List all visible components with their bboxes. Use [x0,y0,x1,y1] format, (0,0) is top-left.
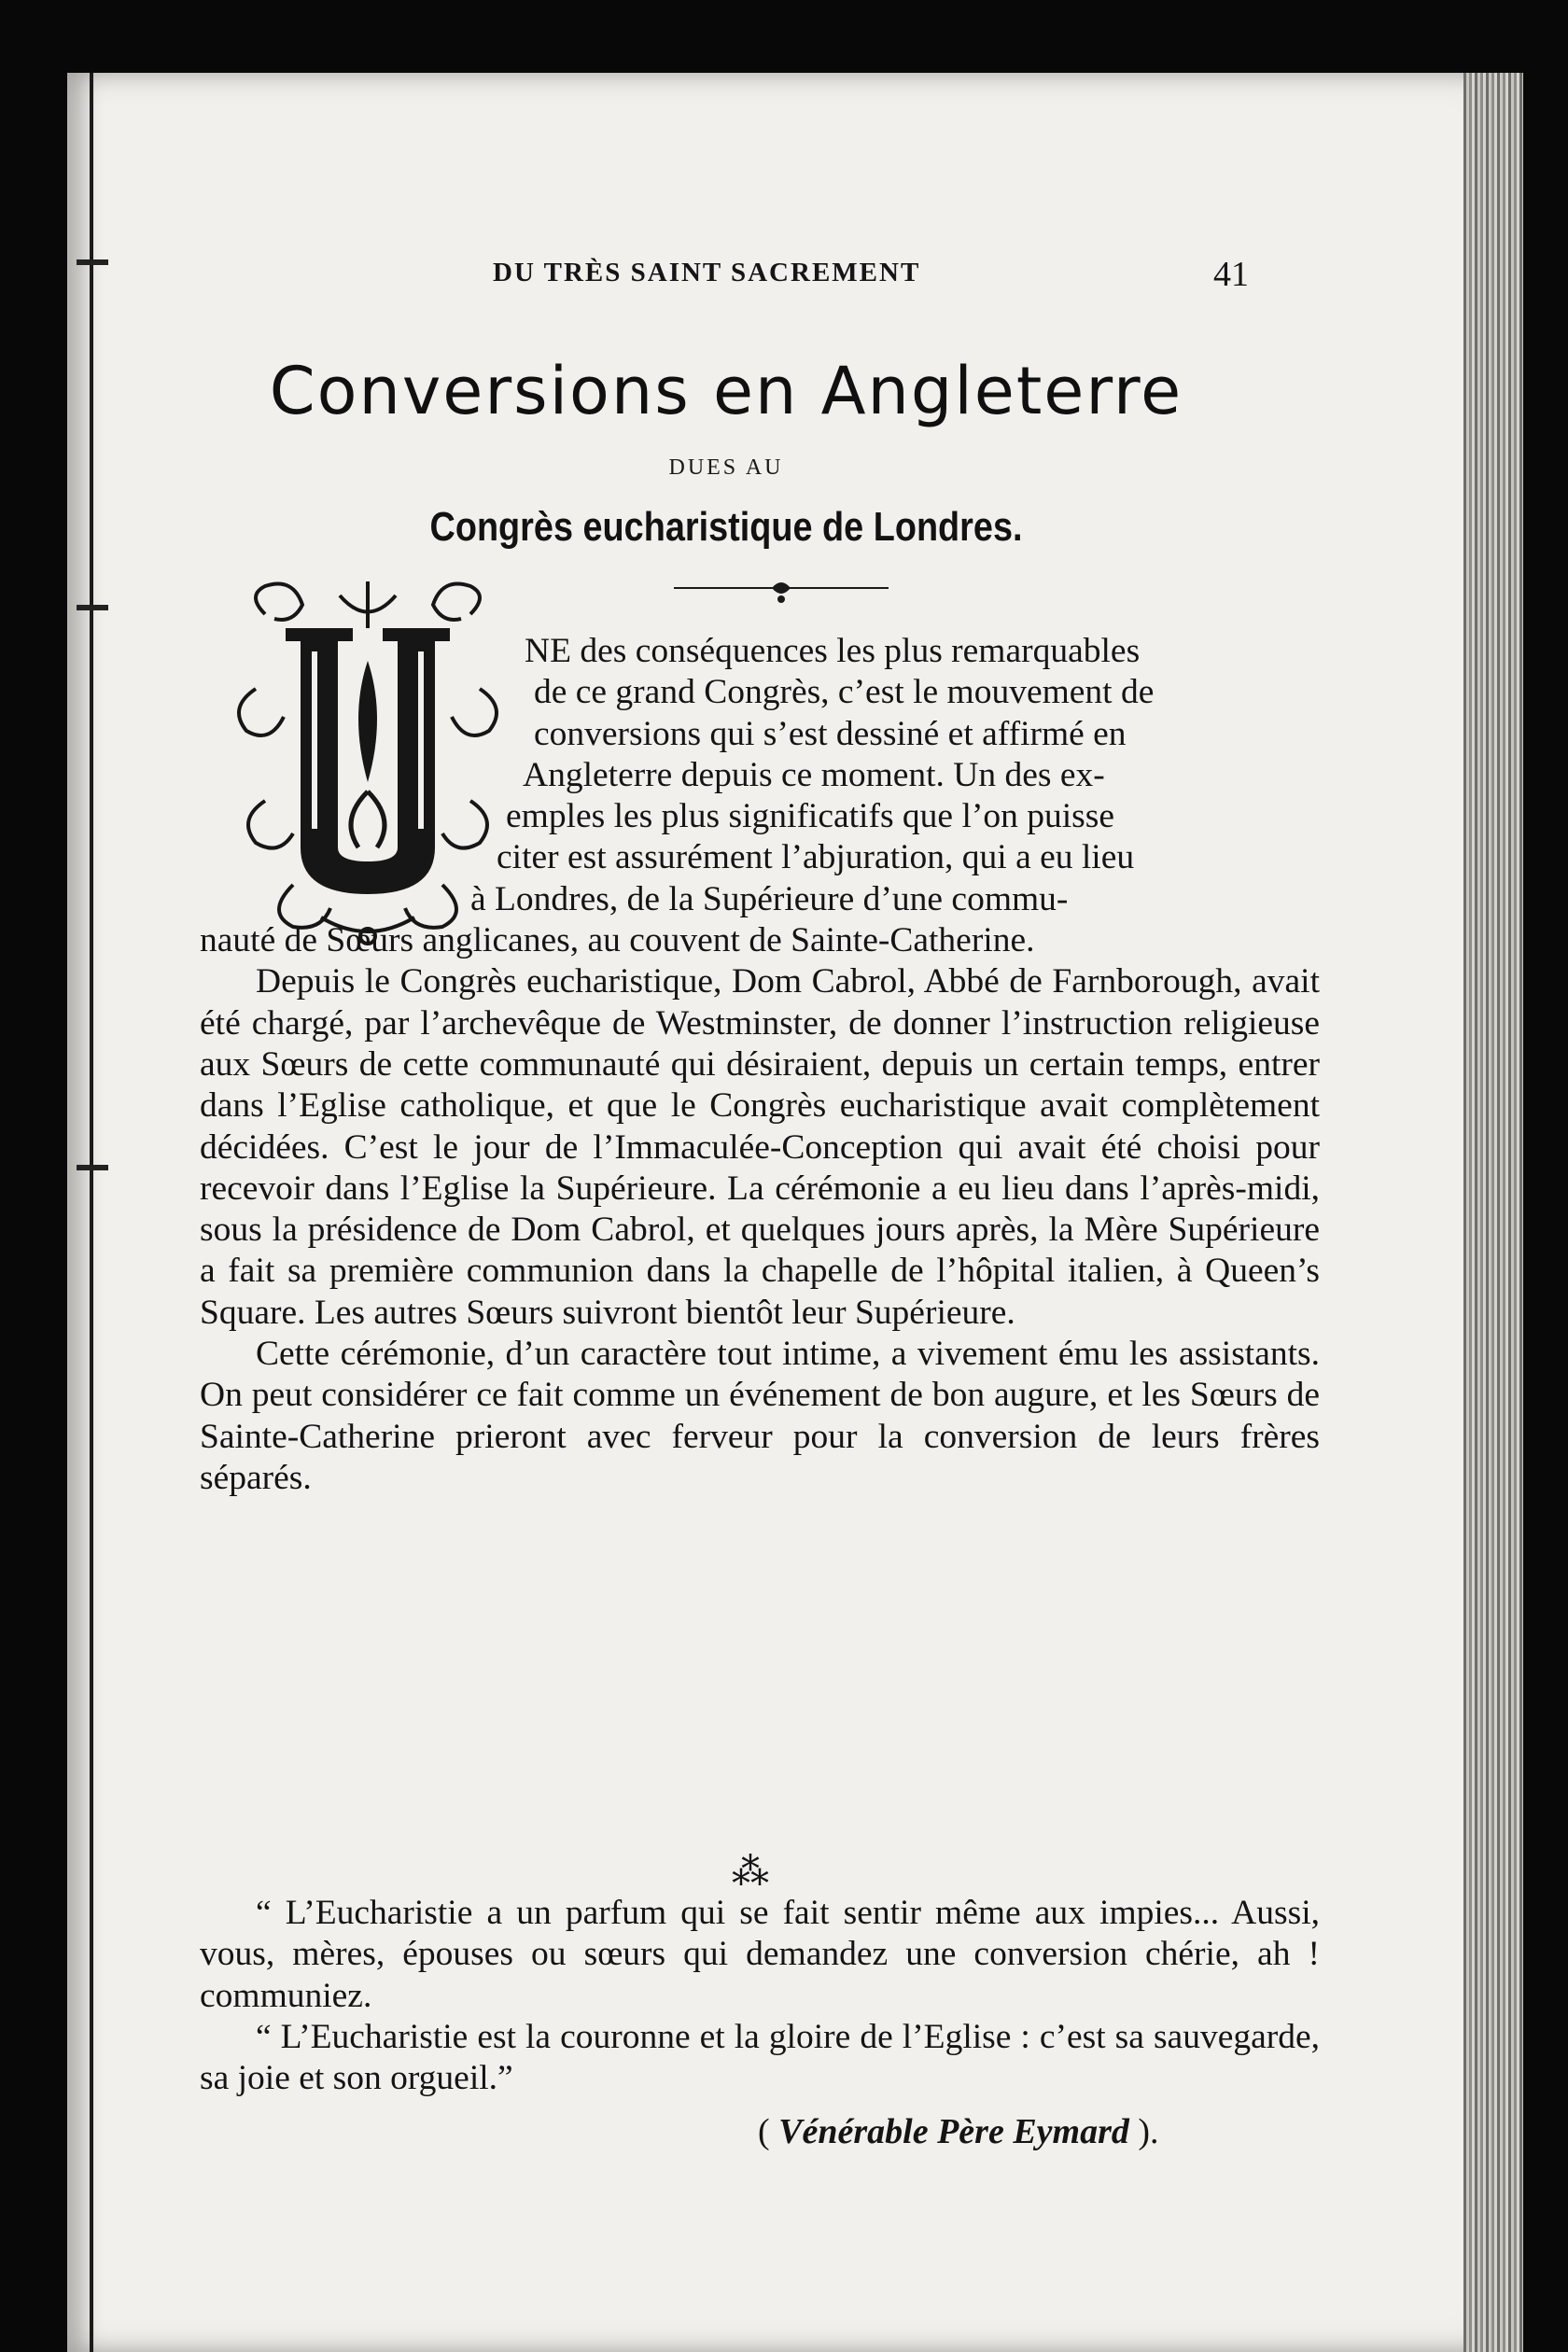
paragraph-1-rest: nauté de Sœurs anglicanes, au couvent de Sainte-Catherine. [200,921,1035,960]
quote-2: “ L’Eucharistie est la couronne et la gloire de l’Eglise : c’est sa sauvegarde, sa joie et son orgueil.” [200,2017,1320,2098]
article-title: Conversions en Angleterre [269,353,1183,429]
ornamental-divider [674,577,889,605]
page-number: 41 [1213,255,1249,294]
article-dues: DUES AU [668,455,784,480]
lead-line: à Londres, de la Supérieure d’une commu- [470,879,1069,918]
book-page [67,73,1523,2352]
running-head-title: DU TRÈS SAINT SACREMENT [493,258,921,287]
paragraph-2: Depuis le Congrès eucharistique, Dom Cabrol, Abbé de Farnborough, avait été chargé, par l’archevêque de Westminster, de donner l’instruction religieuse aux Sœurs de cette communauté qui désiraient, depuis un certain temps, entrer dans l’Eglise catholique, et que le Congrès eucharistique avait complètement décidées. C’est le jour de l’Immaculée-Conception qui avait été choisi pour recevoir dans l’Eglise la Supérieure. La cérémonie a eu lieu dans l’après-midi, sous la présidence de Dom Cabrol, et quelques jours après, la Mère Supérieure a fait sa première communion dans la chapelle de l’hôpital italien, à Queen’s Square. Les autres Sœurs suivront bientôt leur Supérieure. [200,962,1320,1332]
binding-stitch [77,605,108,610]
binding-stitch [77,1165,108,1170]
lead-line: Angleterre depuis ce moment. Un des ex- [523,755,1105,794]
article-subtitle: Congrès eucharistique de Londres. [429,504,1023,550]
lead-line: emples les plus significatifs que l’on puisse [506,797,1114,836]
attribution-name: Vénérable Père Eymard [778,2112,1129,2151]
eymard-quotes [200,1893,1320,2099]
attribution-open: ( [758,2112,770,2151]
lead-line: citer est assurément l’abjuration, qui a eu lieu [497,838,1135,877]
quote-attribution [758,2111,1159,2152]
running-head [67,255,1523,304]
article-body [200,631,1320,1499]
paragraph-1 [200,631,1320,961]
attribution-close: ). [1138,2112,1159,2151]
lead-line: NE des conséquences les plus remarquables [525,632,1141,670]
lead-line: de ce grand Congrès, c’est le mouvement de [534,673,1155,712]
paragraph-3: Cette cérémonie, d’un caractère tout intime, a vivement ému les assistants. On peut considérer ce fait comme un événement de bon augure, et les Sœurs de Sainte-Catherine prieront avec ferveur pour la conversion de leurs frères séparés. [200,1335,1320,1497]
asterism: ⁂ [732,1851,769,1893]
quote-1: “ L’Eucharistie a un parfum qui se fait sentir même aux impies... Aussi, vous, mères, épouses ou sœurs qui demandez une conversion chérie, ah ! communiez. [200,1894,1320,2015]
lead-line: conversions qui s’est dessiné et affirmé en [534,714,1127,753]
page-edge-stack [1463,73,1523,2352]
